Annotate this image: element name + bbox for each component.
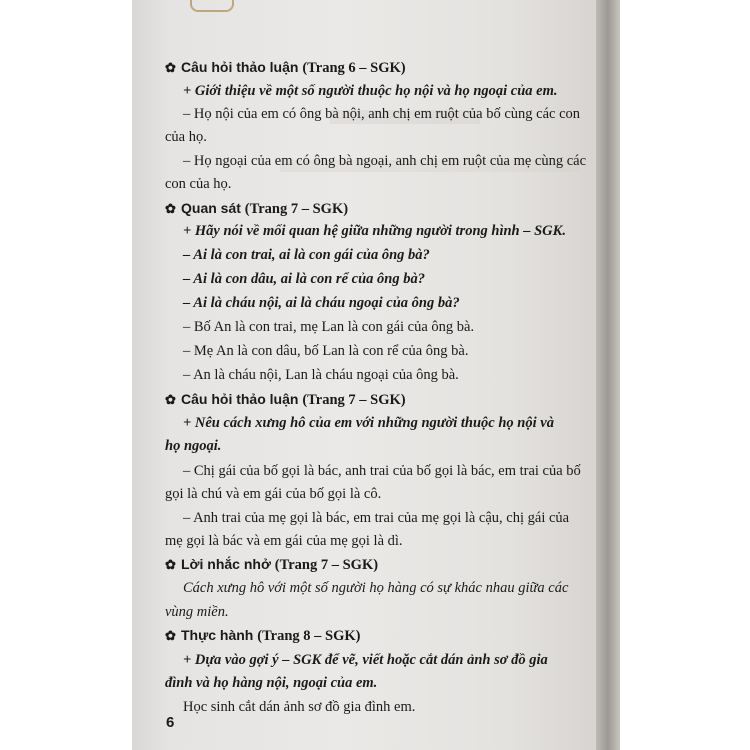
flower-bullet-icon: ✿ xyxy=(165,557,176,572)
top-ornament xyxy=(190,0,234,12)
heading-reference: (Trang 7 – SGK) xyxy=(302,392,406,408)
heading-reference: (Trang 6 – SGK) xyxy=(302,60,406,76)
text-line: – Mẹ An là con dâu, bố Lan là con rể của ông bà. xyxy=(183,343,469,359)
heading-title: Quan sát xyxy=(181,200,241,216)
text-line: + Hãy nói về mối quan hệ giữa những người trong hình – SGK. xyxy=(183,223,566,239)
text-line: – Họ ngoại của em có ông bà ngoại, anh chị em ruột của mẹ cùng các xyxy=(183,153,587,169)
text-line: – Bố An là con trai, mẹ Lan là con gái của ông bà. xyxy=(183,319,475,335)
text-line: mẹ gọi là bác và em gái của mẹ gọi là dì. xyxy=(165,533,403,549)
text-line: đình và họ hàng nội, ngoại của em. xyxy=(165,675,378,691)
flower-bullet-icon: ✿ xyxy=(165,628,176,643)
section-heading xyxy=(165,58,406,77)
heading-title: Lời nhắc nhở xyxy=(181,556,271,572)
text-line: – Chị gái của bố gọi là bác, anh trai của bố gọi là bác, em trai của bố xyxy=(183,463,581,479)
text-line: – Ai là cháu nội, ai là cháu ngoại của ông bà? xyxy=(183,295,460,311)
text-line: gọi là chú và em gái của bố gọi là cô. xyxy=(165,486,382,502)
text-line: + Dựa vào gợi ý – SGK để vẽ, viết hoặc cắt dán ảnh sơ đồ gia xyxy=(183,652,548,668)
flower-bullet-icon: ✿ xyxy=(165,392,176,407)
section-heading xyxy=(165,199,348,218)
section-heading xyxy=(165,390,406,409)
flower-bullet-icon: ✿ xyxy=(165,60,176,75)
text-line: Học sinh cắt dán ảnh sơ đồ gia đình em. xyxy=(183,699,416,715)
text-line: của họ. xyxy=(165,129,207,145)
text-line: + Nêu cách xưng hô của em với những người thuộc họ nội và xyxy=(183,415,554,431)
section-heading xyxy=(165,626,361,645)
heading-title: Câu hỏi thảo luận xyxy=(181,59,299,75)
heading-reference: (Trang 7 – SGK) xyxy=(244,201,349,217)
spine-shadow xyxy=(596,0,620,750)
left-margin xyxy=(0,0,132,750)
text-line: họ ngoại. xyxy=(165,438,222,454)
text-line: con của họ. xyxy=(165,176,232,192)
heading-title: Câu hỏi thảo luận xyxy=(181,391,299,407)
flower-bullet-icon: ✿ xyxy=(165,201,176,216)
text-line: – Ai là con dâu, ai là con rể của ông bà? xyxy=(183,271,425,287)
section-heading xyxy=(165,555,378,574)
text-line: – Họ nội của em có ông bà nội, anh chị em ruột của bố cùng các con xyxy=(183,106,581,122)
text-line: – An là cháu nội, Lan là cháu ngoại của ông bà. xyxy=(183,367,459,383)
text-line: + Giới thiệu về một số người thuộc họ nội và họ ngoại của em. xyxy=(183,83,558,99)
right-margin xyxy=(620,0,750,750)
text-line: – Ai là con trai, ai là con gái của ông bà? xyxy=(183,247,430,263)
heading-title: Thực hành xyxy=(181,627,254,643)
text-line: Cách xưng hô với một số người họ hàng có sự khác nhau giữa các xyxy=(183,580,569,596)
text-line: – Anh trai của mẹ gọi là bác, em trai của mẹ gọi là cậu, chị gái của xyxy=(183,510,570,526)
heading-reference: (Trang 7 – SGK) xyxy=(274,557,379,573)
page-number: 6 xyxy=(166,714,175,731)
text-line: vùng miền. xyxy=(165,604,229,620)
heading-reference: (Trang 8 – SGK) xyxy=(257,628,361,644)
